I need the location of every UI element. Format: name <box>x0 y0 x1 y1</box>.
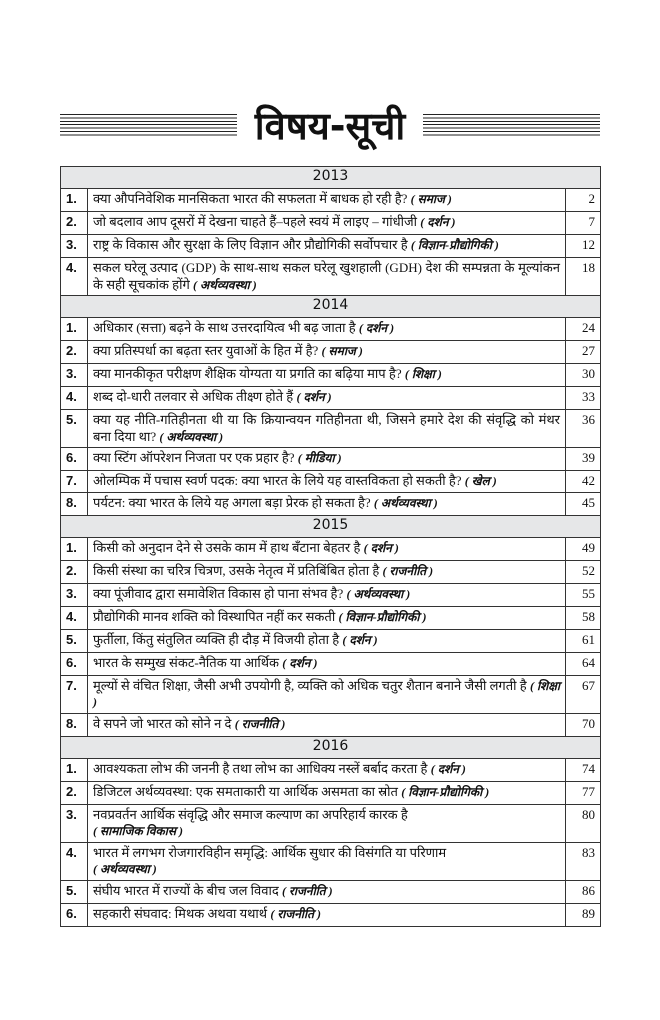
item-title-cell <box>88 410 566 448</box>
table-row[interactable] <box>61 903 601 926</box>
item-category: ( दर्शन ) <box>420 215 456 229</box>
item-category: ( विज्ञान-प्रौद्योगिकी ) <box>401 784 490 799</box>
decorative-stripes-left <box>60 114 237 138</box>
item-title-cell <box>88 258 566 296</box>
page-number: 30 <box>566 364 601 387</box>
decorative-stripes-right <box>423 114 600 138</box>
item-number: 7. <box>61 675 88 713</box>
item-title-cell <box>88 492 566 515</box>
item-category: ( खेल ) <box>464 474 497 488</box>
item-category: ( दर्शन ) <box>358 321 395 335</box>
item-number: 2. <box>61 341 88 364</box>
item-category: ( अर्थव्यवस्था ) <box>93 862 157 876</box>
item-number: 2. <box>61 781 88 804</box>
item-number: 8. <box>61 713 88 736</box>
year-header-row <box>61 296 601 318</box>
table-row[interactable] <box>61 652 601 675</box>
item-title: क्या मानकीकृत परीक्षण शैक्षिक योग्यता या प्रगति का बढ़िया माप है? <box>93 366 402 381</box>
item-title-cell <box>88 652 566 675</box>
table-row[interactable] <box>61 804 601 842</box>
table-row[interactable] <box>61 341 601 364</box>
item-title: प्रौद्योगिकी मानव शक्ति को विस्थापित नहीं कर सकती <box>93 608 336 624</box>
item-category: ( दर्शन ) <box>342 632 378 647</box>
item-title-cell <box>88 364 566 387</box>
item-title-cell <box>88 606 566 629</box>
item-category: ( समाज ) <box>410 192 452 206</box>
table-row[interactable] <box>61 189 601 212</box>
item-title: शब्द दो-धारी तलवार से अधिक तीक्ष्ण होते हैं <box>93 389 294 404</box>
year-heading: 2013 <box>61 167 601 189</box>
item-number: 1. <box>61 318 88 341</box>
item-title: सहकारी संघवाद: मिथक अथवा यथार्थ <box>93 905 268 921</box>
item-title: क्या पूंजीवाद द्वारा समावेशित विकास हो पाना संभव है? <box>93 585 344 601</box>
page-number: 33 <box>566 387 601 410</box>
table-row[interactable] <box>61 212 601 235</box>
table-row[interactable] <box>61 410 601 448</box>
page-number: 55 <box>566 583 601 606</box>
page-number: 18 <box>566 258 601 296</box>
table-row[interactable] <box>61 492 601 515</box>
page-title: विषय-सूची <box>254 104 406 148</box>
page-number: 70 <box>566 713 601 736</box>
table-row[interactable] <box>61 842 601 880</box>
item-title-cell <box>88 560 566 583</box>
item-category: ( अर्थव्यवस्था ) <box>159 429 224 444</box>
item-category: ( विज्ञान-प्रौद्योगिकी ) <box>338 609 427 624</box>
item-title-cell <box>88 537 566 560</box>
page-number: 64 <box>566 652 601 675</box>
item-title-cell <box>88 387 566 410</box>
item-category: ( सामाजिक विकास ) <box>93 824 183 838</box>
item-category: ( समाज ) <box>321 344 363 358</box>
item-category: ( राजनीति ) <box>282 883 333 898</box>
item-title: पर्यटन: क्या भारत के लिये यह अगला बड़ा प्रेरक हो सकता है? <box>93 494 371 510</box>
item-title: मूल्यों से वंचित शिक्षा, जैसी अभी उपयोगी है, व्यक्ति को अधिक चतुर शैतान बनाने जैसी लगती है <box>93 677 527 693</box>
item-title: किसी संस्था का चरित्र चित्रण, उसके नेतृत्व में प्रतिबिंबित होता है <box>93 562 380 578</box>
table-row[interactable] <box>61 258 601 296</box>
page-number: 74 <box>566 758 601 781</box>
item-title-cell <box>88 880 566 903</box>
item-title: डिजिटल अर्थव्यवस्था: एक समताकारी या आर्थिक असमता का स्रोत <box>93 783 398 799</box>
item-title: क्या प्रतिस्पर्धा का बढ़ता स्तर युवाओं के हित में है? <box>93 343 319 358</box>
item-title: भारत के सम्मुख संकट-नैतिक या आर्थिक <box>93 654 280 670</box>
page-number: 39 <box>566 448 601 471</box>
year-header-row <box>61 167 601 189</box>
page-number: 77 <box>566 781 601 804</box>
table-row[interactable] <box>61 448 601 471</box>
table-row[interactable] <box>61 560 601 583</box>
item-number: 2. <box>61 212 88 235</box>
item-title: क्या यह नीति-गतिहीनता थी या कि क्रियान्वयन गतिहीनता थी, जिसने हमारे देश की संवृद्धि को मंथर बना दिया था? <box>93 412 560 444</box>
item-category: ( अर्थव्यवस्था ) <box>346 586 411 601</box>
item-category: ( राजनीति ) <box>270 906 321 921</box>
page-number: 80 <box>566 804 601 842</box>
item-number: 4. <box>61 606 88 629</box>
item-title-cell <box>88 629 566 652</box>
page-number: 45 <box>566 492 601 515</box>
item-number: 5. <box>61 880 88 903</box>
contents-table <box>60 166 601 927</box>
item-number: 4. <box>61 842 88 880</box>
page-number: 42 <box>566 471 601 493</box>
item-number: 1. <box>61 537 88 560</box>
table-row[interactable] <box>61 629 601 652</box>
page-number: 89 <box>566 903 601 926</box>
item-category: ( अर्थव्यवस्था ) <box>193 277 257 292</box>
year-header-row <box>61 515 601 537</box>
item-number: 3. <box>61 583 88 606</box>
item-category: ( दर्शन ) <box>296 390 332 404</box>
page-number: 58 <box>566 606 601 629</box>
table-row[interactable] <box>61 537 601 560</box>
year-heading: 2014 <box>61 296 601 318</box>
table-row[interactable] <box>61 880 601 903</box>
table-row[interactable] <box>61 318 601 341</box>
item-category: ( दर्शन ) <box>430 761 466 776</box>
item-category: ( राजनीति ) <box>234 716 286 731</box>
item-category: ( दर्शन ) <box>282 655 318 670</box>
item-category: ( अर्थव्यवस्था ) <box>373 495 438 510</box>
item-number: 5. <box>61 410 88 448</box>
table-row[interactable] <box>61 235 601 258</box>
item-title-cell <box>88 583 566 606</box>
item-number: 6. <box>61 448 88 471</box>
page-number: 2 <box>566 189 601 212</box>
table-row[interactable] <box>61 675 601 713</box>
item-number: 4. <box>61 258 88 296</box>
item-title: संघीय भारत में राज्यों के बीच जल विवाद <box>93 882 279 898</box>
item-title-cell <box>88 804 566 842</box>
table-row[interactable] <box>61 781 601 804</box>
page-number: 24 <box>566 318 601 341</box>
page-number: 86 <box>566 880 601 903</box>
table-row[interactable] <box>61 364 601 387</box>
item-title-cell <box>88 341 566 364</box>
item-category: ( मीडिया ) <box>297 451 342 465</box>
page-number: 12 <box>566 235 601 258</box>
item-title-cell <box>88 781 566 804</box>
item-category: ( शिक्षा ) <box>93 678 561 709</box>
item-title: वे सपने जो भारत को सोने न दे <box>93 715 232 731</box>
item-category: ( राजनीति ) <box>382 563 434 578</box>
item-title: ओलम्पिक में पचास स्वर्ण पदक: क्या भारत के लिये यह वास्तविकता हो सकती है? <box>93 473 462 488</box>
item-title-cell <box>88 448 566 471</box>
table-row[interactable] <box>61 606 601 629</box>
item-number: 8. <box>61 492 88 515</box>
table-row[interactable] <box>61 713 601 736</box>
item-title-cell <box>88 675 566 713</box>
item-title: सकल घरेलू उत्पाद (GDP) के साथ-साथ सकल घरेलू खुशहाली (GDH) देश की सम्पन्नता के मूल्यांकन के सही सूचकांक होंगे <box>93 260 560 292</box>
item-title-cell <box>88 842 566 880</box>
item-title-cell <box>88 212 566 235</box>
title-banner <box>60 98 600 154</box>
item-number: 1. <box>61 758 88 781</box>
page-number: 7 <box>566 212 601 235</box>
item-title: भारत में लगभग रोजगारविहीन समृद्धि: आर्थिक सुधार की विसंगति या परिणाम <box>93 844 447 860</box>
item-title: फुर्तीला, किंतु संतुलित व्यक्ति ही दौड़ में विजयी होता है <box>93 631 340 647</box>
item-title-cell <box>88 318 566 341</box>
page-number: 36 <box>566 410 601 448</box>
table-row[interactable] <box>61 758 601 781</box>
item-title-cell <box>88 758 566 781</box>
item-number: 3. <box>61 364 88 387</box>
item-title: किसी को अनुदान देने से उसके काम में हाथ बँटाना बेहतर है <box>93 539 361 555</box>
item-number: 6. <box>61 652 88 675</box>
table-row[interactable] <box>61 387 601 410</box>
year-heading: 2015 <box>61 515 601 537</box>
item-title-cell <box>88 189 566 212</box>
item-number: 3. <box>61 804 88 842</box>
item-title: आवश्यकता लोभ की जननी है तथा लोभ का आधिक्य नस्लें बर्बाद करता है <box>93 760 428 776</box>
item-title: नवप्रवर्तन आर्थिक संवृद्धि और समाज कल्याण का अपरिहार्य कारक है <box>93 806 408 822</box>
item-number: 3. <box>61 235 88 258</box>
item-number: 5. <box>61 629 88 652</box>
year-heading: 2016 <box>61 736 601 758</box>
page-number: 49 <box>566 537 601 560</box>
item-category: ( विज्ञान-प्रौद्योगिकी ) <box>410 238 499 252</box>
item-title-cell <box>88 235 566 258</box>
item-title-cell <box>88 471 566 493</box>
table-row[interactable] <box>61 471 601 493</box>
item-title: राष्ट्र के विकास और सुरक्षा के लिए विज्ञान और प्रौद्योगिकी सर्वोपचार है <box>93 237 408 252</box>
item-title-cell <box>88 713 566 736</box>
page-number: 27 <box>566 341 601 364</box>
item-number: 7. <box>61 471 88 493</box>
item-title: जो बदलाव आप दूसरों में देखना चाहते हैं–पहले स्वयं में लाइए – गांधीजी <box>93 214 418 229</box>
item-number: 2. <box>61 560 88 583</box>
item-title: क्या औपनिवेशिक मानसिकता भारत की सफलता में बाधक हो रही है? <box>93 191 408 206</box>
table-row[interactable] <box>61 583 601 606</box>
page-number: 52 <box>566 560 601 583</box>
item-number: 1. <box>61 189 88 212</box>
page-number: 83 <box>566 842 601 880</box>
item-number: 6. <box>61 903 88 926</box>
page-number: 61 <box>566 629 601 652</box>
item-title-cell <box>88 903 566 926</box>
item-number: 4. <box>61 387 88 410</box>
page-number: 67 <box>566 675 601 713</box>
year-header-row <box>61 736 601 758</box>
item-title: अधिकार (सत्ता) बढ़ने के साथ उत्तरदायित्व भी बढ़ जाता है <box>93 320 356 335</box>
item-category: ( दर्शन ) <box>363 540 399 555</box>
item-category: ( शिक्षा ) <box>404 367 442 381</box>
item-title: क्या स्टिंग ऑपरेशन निजता पर एक प्रहार है? <box>93 450 295 465</box>
